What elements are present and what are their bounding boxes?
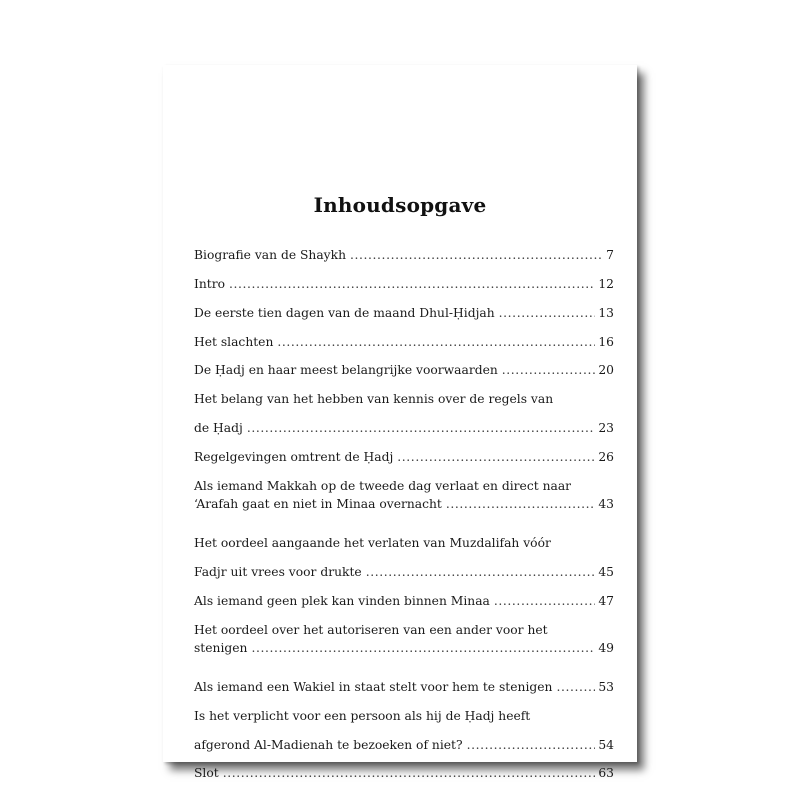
toc-entry-line <box>194 420 614 437</box>
toc-entry-title: De Ḥadj en haar meest belangrijke voorwaarden <box>194 363 498 377</box>
toc-entry <box>194 449 614 466</box>
dot-leader <box>446 496 595 513</box>
toc-entry-line <box>194 737 614 754</box>
toc-page-number: 54 <box>598 738 614 752</box>
toc-page-number: 49 <box>598 641 614 655</box>
toc-entry-title: de Ḥadj <box>194 421 243 435</box>
toc-page-number: 26 <box>598 450 614 464</box>
toc-entry-title: Fadjr uit vrees voor drukte <box>194 565 362 579</box>
toc-entry-line <box>194 362 614 379</box>
toc-entry <box>194 334 614 351</box>
toc-entry <box>194 478 614 513</box>
toc-page-number: 7 <box>606 248 614 262</box>
toc-entry-line <box>194 334 614 351</box>
dot-leader <box>499 305 596 322</box>
toc-page-number: 45 <box>598 565 614 579</box>
toc-entry-title: Als iemand geen plek kan vinden binnen Minaa <box>194 594 490 608</box>
toc-entry <box>194 679 614 696</box>
dot-leader <box>251 640 595 657</box>
dot-leader <box>366 564 596 581</box>
toc-entry-title: Intro <box>194 277 226 291</box>
toc-page-number: 20 <box>598 363 614 377</box>
dot-leader <box>467 737 596 754</box>
dot-leader <box>502 362 596 379</box>
toc-page-number: 43 <box>598 497 614 511</box>
toc-entry-line <box>194 564 614 581</box>
toc-entry-title: Het slachten <box>194 335 274 349</box>
toc-entry-line <box>194 496 614 513</box>
toc-entry <box>194 362 614 379</box>
dot-leader <box>229 276 595 293</box>
toc-entry <box>194 593 614 610</box>
toc-page-number: 53 <box>598 680 614 694</box>
dot-leader <box>397 449 595 466</box>
toc-entry <box>194 622 614 657</box>
toc-entry <box>194 276 614 293</box>
toc-page-number: 63 <box>598 766 614 780</box>
toc-entry-line <box>194 679 614 696</box>
toc-page-number: 13 <box>598 306 614 320</box>
toc-entry-title: De eerste tien dagen van de maand Dhul-Ḥidjah <box>194 306 495 320</box>
dot-leader <box>247 420 596 437</box>
toc-entry-title: Biografie van de Shaykh <box>194 248 346 262</box>
dot-leader <box>277 334 595 351</box>
toc-entry-line <box>194 276 614 293</box>
toc-entry-title: Is het verplicht voor een persoon als hij de Ḥadj heeft <box>194 709 531 723</box>
toc-entry-line <box>194 765 614 782</box>
dot-leader <box>350 247 603 264</box>
toc-entry-title: Slot <box>194 766 219 780</box>
page-title: Inhoudsopgave <box>313 193 487 217</box>
dot-leader <box>556 679 595 696</box>
toc-entry-title: Regelgevingen omtrent de Ḥadj <box>194 450 394 464</box>
toc-entry <box>194 535 614 581</box>
toc-page-number: 12 <box>598 277 614 291</box>
toc-entry-title: stenigen <box>194 641 248 655</box>
toc-page-number: 16 <box>598 335 614 349</box>
toc-page-number: 47 <box>598 594 614 608</box>
toc-entry-title: Het belang van het hebben van kennis over de regels van <box>194 392 554 406</box>
dot-leader <box>223 765 596 782</box>
toc-entry-line <box>194 247 614 264</box>
toc-entry-line <box>194 305 614 322</box>
toc-entry-title: Als iemand Makkah op de tweede dag verlaat en direct naar <box>194 479 572 493</box>
toc-entry-line <box>194 449 614 466</box>
toc-entry-title: ‘Arafah gaat en niet in Minaa overnacht <box>194 497 442 511</box>
toc-entry <box>194 305 614 322</box>
toc-entry <box>194 247 614 264</box>
toc-entry-title: Het oordeel aangaande het verlaten van Muzdalifah vóór <box>194 536 551 550</box>
toc-entry-title: Het oordeel over het autoriseren van een ander voor het <box>194 623 548 637</box>
toc-entry <box>194 708 614 754</box>
toc-entry-title: afgerond Al-Madienah te bezoeken of niet? <box>194 738 463 752</box>
toc-entry-line <box>194 640 614 657</box>
dot-leader <box>494 593 595 610</box>
toc-entry <box>194 765 614 782</box>
toc-entry <box>194 391 614 437</box>
book-page <box>163 65 637 780</box>
toc-page-number: 23 <box>598 421 614 435</box>
toc-entry-title: Als iemand een Wakiel in staat stelt voor hem te stenigen <box>194 680 553 694</box>
toc-entry-line <box>194 593 614 610</box>
